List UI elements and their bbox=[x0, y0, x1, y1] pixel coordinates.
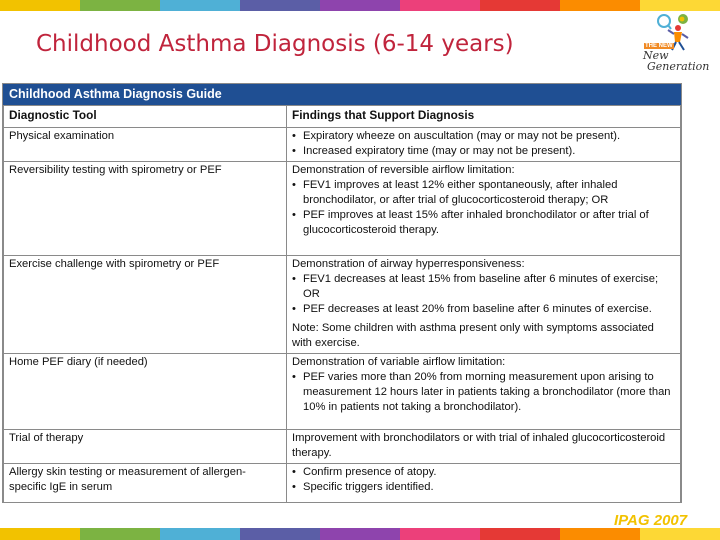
diagnostic-tool-cell: Exercise challenge with spirometry or PEF bbox=[4, 256, 287, 354]
findings-cell bbox=[287, 354, 681, 430]
stripe-segment bbox=[560, 528, 640, 540]
stripe-segment bbox=[240, 528, 320, 540]
stripe-segment bbox=[0, 528, 80, 540]
column-header-findings: Findings that Support Diagnosis bbox=[287, 106, 681, 128]
diagnostic-tool-cell: Allergy skin testing or measurement of allergen-specific IgE in serum bbox=[4, 464, 287, 504]
finding-bullet: • FEV1 decreases at least 15% from baseline after 6 minutes of exercise; OR bbox=[292, 272, 675, 302]
findings-cell bbox=[287, 256, 681, 354]
stripe-segment bbox=[0, 0, 80, 11]
source-footer: IPAG 2007 bbox=[614, 512, 688, 529]
finding-bullet: • PEF improves at least 15% after inhaled bronchodilator or after trial of glucocorticosteroid therapy. bbox=[292, 208, 675, 238]
findings-cell bbox=[287, 162, 681, 256]
stripe-segment bbox=[400, 528, 480, 540]
findings-intro: Demonstration of reversible airflow limitation: bbox=[292, 164, 515, 176]
logo-tagline: THE NEW bbox=[645, 43, 673, 49]
finding-bullet: • Specific triggers identified. bbox=[292, 480, 675, 495]
finding-bullet: • FEV1 improves at least 12% either spontaneously, after inhaled bronchodilator, or after trial of glucocorticosteroid therapy; OR bbox=[292, 178, 675, 208]
asthma-diagnosis-guide-table bbox=[2, 83, 682, 503]
stripe-segment bbox=[320, 528, 400, 540]
slide-title: Childhood Asthma Diagnosis (6-14 years) bbox=[36, 31, 514, 57]
finding-bullet: • Increased expiratory time (may or may not be present). bbox=[292, 144, 675, 159]
stripe-segment bbox=[80, 528, 160, 540]
diagnostic-tool-cell: Physical examination bbox=[4, 128, 287, 162]
top-color-stripe bbox=[0, 0, 720, 11]
stripe-segment bbox=[480, 528, 560, 540]
stripe-segment bbox=[640, 528, 720, 540]
table-row bbox=[4, 354, 681, 430]
table-header-row bbox=[4, 106, 681, 128]
diagnostic-tool-cell: Trial of therapy bbox=[4, 430, 287, 464]
table-row bbox=[4, 430, 681, 464]
findings-cell bbox=[287, 430, 681, 464]
stripe-segment bbox=[560, 0, 640, 11]
findings-intro: Demonstration of airway hyperresponsiveness: bbox=[292, 258, 525, 270]
stripe-segment bbox=[160, 528, 240, 540]
table-row bbox=[4, 256, 681, 354]
stripe-segment bbox=[320, 0, 400, 11]
findings-intro: Improvement with bronchodilators or with trial of inhaled glucocorticosteroid therapy. bbox=[292, 432, 666, 459]
bottom-color-stripe bbox=[0, 528, 720, 540]
stripe-segment bbox=[240, 0, 320, 11]
finding-bullet: • PEF varies more than 20% from morning measurement upon arising to measurement 12 hours later in patients taking a bronchodilator (more than 10% in patients not taking a bronchodilator). bbox=[292, 370, 675, 415]
diagnostic-tool-cell: Reversibility testing with spirometry or PEF bbox=[4, 162, 287, 256]
finding-bullet: • Confirm presence of atopy. bbox=[292, 465, 675, 480]
stripe-segment bbox=[480, 0, 560, 11]
new-generation-logo bbox=[638, 12, 718, 74]
stripe-segment bbox=[80, 0, 160, 11]
diagnostic-tool-cell: Home PEF diary (if needed) bbox=[4, 354, 287, 430]
logo-text-generation: Generation bbox=[647, 60, 710, 73]
findings-cell bbox=[287, 128, 681, 162]
table-row bbox=[4, 128, 681, 162]
stripe-segment bbox=[640, 0, 720, 11]
findings-intro: Demonstration of variable airflow limitation: bbox=[292, 356, 506, 368]
guide-title: Childhood Asthma Diagnosis Guide bbox=[3, 84, 681, 105]
stripe-segment bbox=[400, 0, 480, 11]
table-row bbox=[4, 464, 681, 504]
logo-text-new: New bbox=[643, 49, 669, 62]
column-header-diagnostic-tool: Diagnostic Tool bbox=[4, 106, 287, 128]
table-row bbox=[4, 162, 681, 256]
finding-bullet: • Expiratory wheeze on auscultation (may or may not be present). bbox=[292, 129, 675, 144]
finding-bullet: • PEF decreases at least 20% from baseline after 6 minutes of exercise. bbox=[292, 302, 675, 317]
stripe-segment bbox=[160, 0, 240, 11]
findings-cell bbox=[287, 464, 681, 504]
findings-note: Note: Some children with asthma present only with symptoms associated with exercise. bbox=[292, 322, 654, 349]
